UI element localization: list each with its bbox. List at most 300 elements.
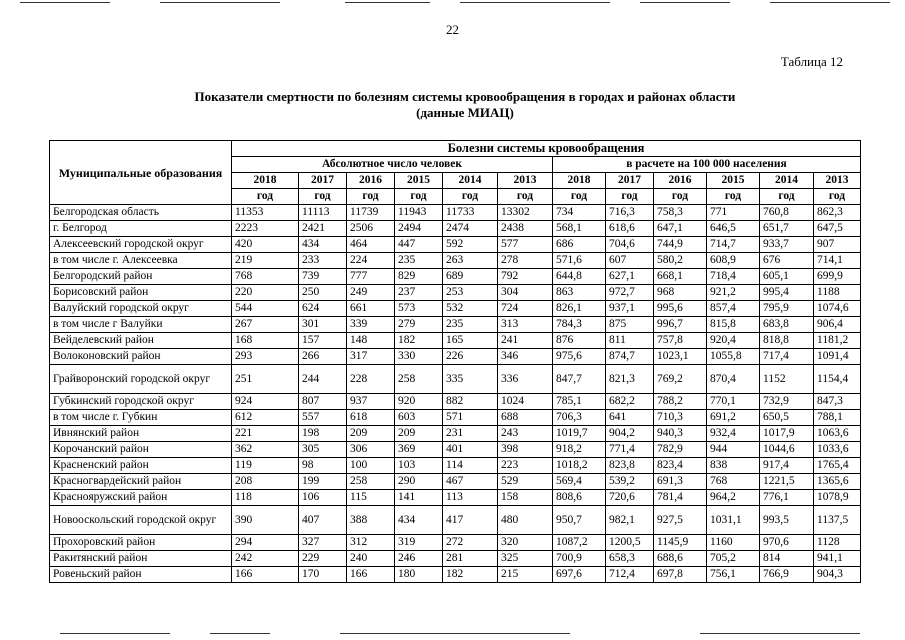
cell-rate: 571,6 [553,253,606,269]
cell-rate: 714,1 [814,253,861,269]
header-year-rate: 2015 [707,173,760,189]
cell-rate: 950,7 [553,506,606,535]
cell-absolute: 294 [232,535,299,551]
header-year-unit: год [707,189,760,205]
header-absolute: Абсолютное число человек [232,157,553,173]
cell-rate: 944 [707,442,760,458]
cell-absolute: 158 [498,490,553,506]
cell-absolute: 464 [347,237,395,253]
cell-absolute: 1024 [498,394,553,410]
cell-rate: 718,4 [707,269,760,285]
cell-rate: 714,7 [707,237,760,253]
cell-absolute: 219 [232,253,299,269]
cell-absolute: 100 [347,458,395,474]
cell-rate: 838 [707,458,760,474]
cell-absolute: 777 [347,269,395,285]
cell-absolute: 209 [347,426,395,442]
cell-absolute: 253 [443,285,498,301]
cell-rate: 1031,1 [707,506,760,535]
cell-absolute: 251 [232,365,299,394]
cell-rate: 781,4 [654,490,707,506]
cell-rate: 699,9 [814,269,861,285]
scan-rule [340,633,570,634]
cell-absolute: 2474 [443,221,498,237]
cell-rate: 766,9 [760,567,814,583]
cell-rate: 720,6 [606,490,654,506]
cell-absolute: 118 [232,490,299,506]
cell-rate: 539,2 [606,474,654,490]
cell-rate: 768 [707,474,760,490]
cell-rate: 1200,5 [606,535,654,551]
cell-absolute: 306 [347,442,395,458]
cell-absolute: 223 [498,458,553,474]
cell-rate: 937,1 [606,301,654,317]
row-name: в том числе г Валуйки [50,317,232,333]
cell-absolute: 661 [347,301,395,317]
cell-absolute: 317 [347,349,395,365]
cell-rate: 995,6 [654,301,707,317]
cell-absolute: 401 [443,442,498,458]
scan-rule [460,2,610,3]
cell-rate: 1087,2 [553,535,606,551]
cell-rate: 710,3 [654,410,707,426]
cell-rate: 647,1 [654,221,707,237]
cell-absolute: 243 [498,426,553,442]
cell-absolute: 336 [498,365,553,394]
header-year-abs: 2015 [395,173,443,189]
header-year-abs: 2017 [299,173,347,189]
title-line-1: Показатели смертности по болезням системы кровообращения в городах и районах области [194,89,736,104]
table-row [50,333,861,349]
scan-rule [700,633,860,634]
cell-absolute: 312 [347,535,395,551]
header-year-abs: 2018 [232,173,299,189]
cell-absolute: 115 [347,490,395,506]
cell-absolute: 447 [395,237,443,253]
cell-absolute: 229 [299,551,347,567]
cell-absolute: 278 [498,253,553,269]
cell-rate: 874,7 [606,349,654,365]
header-year-unit: год [760,189,814,205]
cell-rate: 1078,9 [814,490,861,506]
cell-absolute: 246 [395,551,443,567]
cell-absolute: 577 [498,237,553,253]
cell-rate: 863 [553,285,606,301]
cell-absolute: 148 [347,333,395,349]
cell-rate: 1019,7 [553,426,606,442]
cell-absolute: 304 [498,285,553,301]
cell-rate: 676 [760,253,814,269]
cell-absolute: 157 [299,333,347,349]
cell-rate: 1137,5 [814,506,861,535]
cell-absolute: 221 [232,426,299,442]
row-name: Валуйский городской округ [50,301,232,317]
row-name: Белгородский район [50,269,232,285]
cell-rate: 769,2 [654,365,707,394]
cell-absolute: 792 [498,269,553,285]
cell-absolute: 281 [443,551,498,567]
table-row [50,253,861,269]
cell-rate: 757,8 [654,333,707,349]
cell-rate: 1145,9 [654,535,707,551]
cell-rate: 927,5 [654,506,707,535]
cell-absolute: 235 [443,317,498,333]
header-year-abs: 2013 [498,173,553,189]
cell-rate: 771 [707,205,760,221]
cell-rate: 760,8 [760,205,814,221]
cell-absolute: 241 [498,333,553,349]
scan-rule [640,2,730,3]
cell-rate: 605,1 [760,269,814,285]
cell-absolute: 224 [347,253,395,269]
cell-absolute: 215 [498,567,553,583]
table-row [50,410,861,426]
row-name: Новооскольский городской округ [50,506,232,535]
cell-absolute: 233 [299,253,347,269]
cell-absolute: 250 [299,285,347,301]
cell-rate: 717,4 [760,349,814,365]
cell-absolute: 327 [299,535,347,551]
cell-absolute: 237 [395,285,443,301]
cell-absolute: 420 [232,237,299,253]
scan-rule [160,2,280,3]
header-year-rate: 2014 [760,173,814,189]
cell-absolute: 557 [299,410,347,426]
cell-rate: 784,3 [553,317,606,333]
cell-absolute: 11353 [232,205,299,221]
header-year-abs: 2014 [443,173,498,189]
table-row [50,394,861,410]
cell-rate: 1044,6 [760,442,814,458]
row-name: Прохоровский район [50,535,232,551]
cell-absolute: 346 [498,349,553,365]
cell-rate: 682,2 [606,394,654,410]
cell-absolute: 228 [347,365,395,394]
cell-absolute: 532 [443,301,498,317]
cell-absolute: 320 [498,535,553,551]
cell-absolute: 313 [498,317,553,333]
row-name: Красногвардейский район [50,474,232,490]
cell-rate: 697,6 [553,567,606,583]
cell-rate: 706,3 [553,410,606,426]
row-name: Белгородская область [50,205,232,221]
cell-rate: 1152 [760,365,814,394]
cell-absolute: 13302 [498,205,553,221]
cell-rate: 1160 [707,535,760,551]
table-label: Таблица 12 [780,54,843,69]
table-row [50,458,861,474]
cell-absolute: 244 [299,365,347,394]
cell-rate: 975,6 [553,349,606,365]
cell-absolute: 398 [498,442,553,458]
cell-rate: 814 [760,551,814,567]
cell-rate: 932,4 [707,426,760,442]
table-row [50,237,861,253]
cell-absolute: 266 [299,349,347,365]
cell-absolute: 258 [347,474,395,490]
cell-absolute: 106 [299,490,347,506]
cell-rate: 1765,4 [814,458,861,474]
cell-absolute: 388 [347,506,395,535]
cell-rate: 907 [814,237,861,253]
table-row [50,535,861,551]
cell-rate: 1091,4 [814,349,861,365]
table-header [50,141,861,205]
row-name: Борисовский район [50,285,232,301]
cell-rate: 697,8 [654,567,707,583]
row-name: в том числе г. Губкин [50,410,232,426]
cell-absolute: 544 [232,301,299,317]
cell-rate: 651,7 [760,221,814,237]
cell-absolute: 199 [299,474,347,490]
cell-absolute: 198 [299,426,347,442]
cell-rate: 668,1 [654,269,707,285]
cell-absolute: 2438 [498,221,553,237]
scan-rule [60,633,170,634]
cell-absolute: 220 [232,285,299,301]
cell-absolute: 2506 [347,221,395,237]
cell-absolute: 2223 [232,221,299,237]
cell-rate: 1033,6 [814,442,861,458]
cell-absolute: 768 [232,269,299,285]
table-row [50,317,861,333]
cell-absolute: 170 [299,567,347,583]
cell-rate: 818,8 [760,333,814,349]
cell-absolute: 612 [232,410,299,426]
scan-rule [770,2,890,3]
cell-absolute: 290 [395,474,443,490]
cell-absolute: 209 [395,426,443,442]
cell-rate: 771,4 [606,442,654,458]
cell-rate: 618,6 [606,221,654,237]
cell-absolute: 180 [395,567,443,583]
table-row [50,426,861,442]
cell-rate: 744,9 [654,237,707,253]
cell-absolute: 11943 [395,205,443,221]
cell-absolute: 119 [232,458,299,474]
header-year-unit: год [395,189,443,205]
cell-rate: 941,1 [814,551,861,567]
cell-absolute: 689 [443,269,498,285]
row-name: Губкинский городской округ [50,394,232,410]
table-row [50,269,861,285]
row-name: Ровеньский район [50,567,232,583]
cell-absolute: 724 [498,301,553,317]
cell-rate: 1154,4 [814,365,861,394]
cell-absolute: 242 [232,551,299,567]
cell-rate: 815,8 [707,317,760,333]
cell-rate: 785,1 [553,394,606,410]
cell-rate: 627,1 [606,269,654,285]
cell-absolute: 319 [395,535,443,551]
cell-absolute: 325 [498,551,553,567]
cell-rate: 776,1 [760,490,814,506]
cell-rate: 647,5 [814,221,861,237]
cell-absolute: 231 [443,426,498,442]
cell-absolute: 434 [299,237,347,253]
table-body [50,205,861,583]
cell-rate: 917,4 [760,458,814,474]
cell-rate: 993,5 [760,506,814,535]
cell-absolute: 226 [443,349,498,365]
cell-rate: 1074,6 [814,301,861,317]
cell-rate: 1128 [814,535,861,551]
cell-absolute: 529 [498,474,553,490]
cell-rate: 580,2 [654,253,707,269]
header-year-unit: год [443,189,498,205]
table-row [50,349,861,365]
cell-absolute: 920 [395,394,443,410]
cell-absolute: 2421 [299,221,347,237]
cell-rate: 1221,5 [760,474,814,490]
table-row [50,301,861,317]
cell-absolute: 573 [395,301,443,317]
cell-absolute: 240 [347,551,395,567]
table-row [50,205,861,221]
scan-rule [20,2,110,3]
cell-absolute: 467 [443,474,498,490]
cell-absolute: 11733 [443,205,498,221]
document-title [0,89,905,121]
cell-rate: 683,8 [760,317,814,333]
cell-rate: 795,9 [760,301,814,317]
cell-rate: 921,2 [707,285,760,301]
scan-rule [210,633,270,634]
cell-rate: 847,7 [553,365,606,394]
cell-absolute: 688 [498,410,553,426]
cell-absolute: 168 [232,333,299,349]
cell-rate: 650,5 [760,410,814,426]
scan-rule [345,2,430,3]
cell-rate: 734 [553,205,606,221]
cell-rate: 646,5 [707,221,760,237]
cell-rate: 569,4 [553,474,606,490]
cell-absolute: 592 [443,237,498,253]
cell-absolute: 98 [299,458,347,474]
cell-absolute: 301 [299,317,347,333]
cell-rate: 1365,6 [814,474,861,490]
table-row [50,365,861,394]
header-year-unit: год [232,189,299,205]
header-year-unit: год [553,189,606,205]
cell-rate: 607 [606,253,654,269]
cell-absolute: 362 [232,442,299,458]
cell-rate: 688,6 [654,551,707,567]
header-year-rate: 2018 [553,173,606,189]
cell-rate: 700,9 [553,551,606,567]
cell-rate: 770,1 [707,394,760,410]
cell-absolute: 267 [232,317,299,333]
row-name: г. Белгород [50,221,232,237]
cell-rate: 933,7 [760,237,814,253]
cell-rate: 970,6 [760,535,814,551]
cell-absolute: 603 [395,410,443,426]
cell-absolute: 882 [443,394,498,410]
cell-absolute: 113 [443,490,498,506]
cell-absolute: 208 [232,474,299,490]
header-year-abs: 2016 [347,173,395,189]
cell-absolute: 272 [443,535,498,551]
cell-absolute: 624 [299,301,347,317]
table-row [50,221,861,237]
cell-rate: 857,4 [707,301,760,317]
cell-rate: 704,6 [606,237,654,253]
row-name: в том числе г. Алексеевка [50,253,232,269]
row-name: Красненский район [50,458,232,474]
cell-absolute: 829 [395,269,443,285]
cell-absolute: 2494 [395,221,443,237]
cell-rate: 904,3 [814,567,861,583]
cell-rate: 1181,2 [814,333,861,349]
cell-rate: 847,3 [814,394,861,410]
cell-rate: 1055,8 [707,349,760,365]
row-name: Ивнянский район [50,426,232,442]
header-year-unit: год [814,189,861,205]
cell-rate: 608,9 [707,253,760,269]
row-name: Грайворонский городской округ [50,365,232,394]
cell-absolute: 807 [299,394,347,410]
row-name: Вейделевский район [50,333,232,349]
cell-rate: 972,7 [606,285,654,301]
cell-rate: 658,3 [606,551,654,567]
cell-absolute: 165 [443,333,498,349]
cell-absolute: 249 [347,285,395,301]
cell-rate: 712,4 [606,567,654,583]
cell-rate: 904,2 [606,426,654,442]
header-year-unit: год [347,189,395,205]
cell-absolute: 739 [299,269,347,285]
cell-rate: 788,2 [654,394,707,410]
cell-rate: 964,2 [707,490,760,506]
row-name: Ракитянский район [50,551,232,567]
page-number: 22 [446,22,459,37]
cell-rate: 918,2 [553,442,606,458]
header-year-rate: 2016 [654,173,707,189]
cell-absolute: 330 [395,349,443,365]
cell-rate: 823,8 [606,458,654,474]
header-year-unit: год [654,189,707,205]
cell-rate: 875 [606,317,654,333]
cell-absolute: 141 [395,490,443,506]
cell-rate: 691,3 [654,474,707,490]
header-year-rate: 2013 [814,173,861,189]
cell-rate: 782,9 [654,442,707,458]
cell-rate: 940,3 [654,426,707,442]
cell-rate: 920,4 [707,333,760,349]
cell-rate: 644,8 [553,269,606,285]
cell-absolute: 11739 [347,205,395,221]
cell-rate: 686 [553,237,606,253]
cell-rate: 968 [654,285,707,301]
cell-rate: 756,1 [707,567,760,583]
cell-absolute: 390 [232,506,299,535]
table-row [50,285,861,301]
cell-absolute: 618 [347,410,395,426]
cell-rate: 788,1 [814,410,861,426]
table-row [50,474,861,490]
cell-rate: 1018,2 [553,458,606,474]
cell-rate: 1017,9 [760,426,814,442]
cell-absolute: 258 [395,365,443,394]
cell-absolute: 182 [443,567,498,583]
cell-rate: 996,7 [654,317,707,333]
cell-rate: 982,1 [606,506,654,535]
cell-absolute: 417 [443,506,498,535]
cell-absolute: 263 [443,253,498,269]
cell-absolute: 166 [232,567,299,583]
cell-rate: 906,4 [814,317,861,333]
cell-rate: 1063,6 [814,426,861,442]
